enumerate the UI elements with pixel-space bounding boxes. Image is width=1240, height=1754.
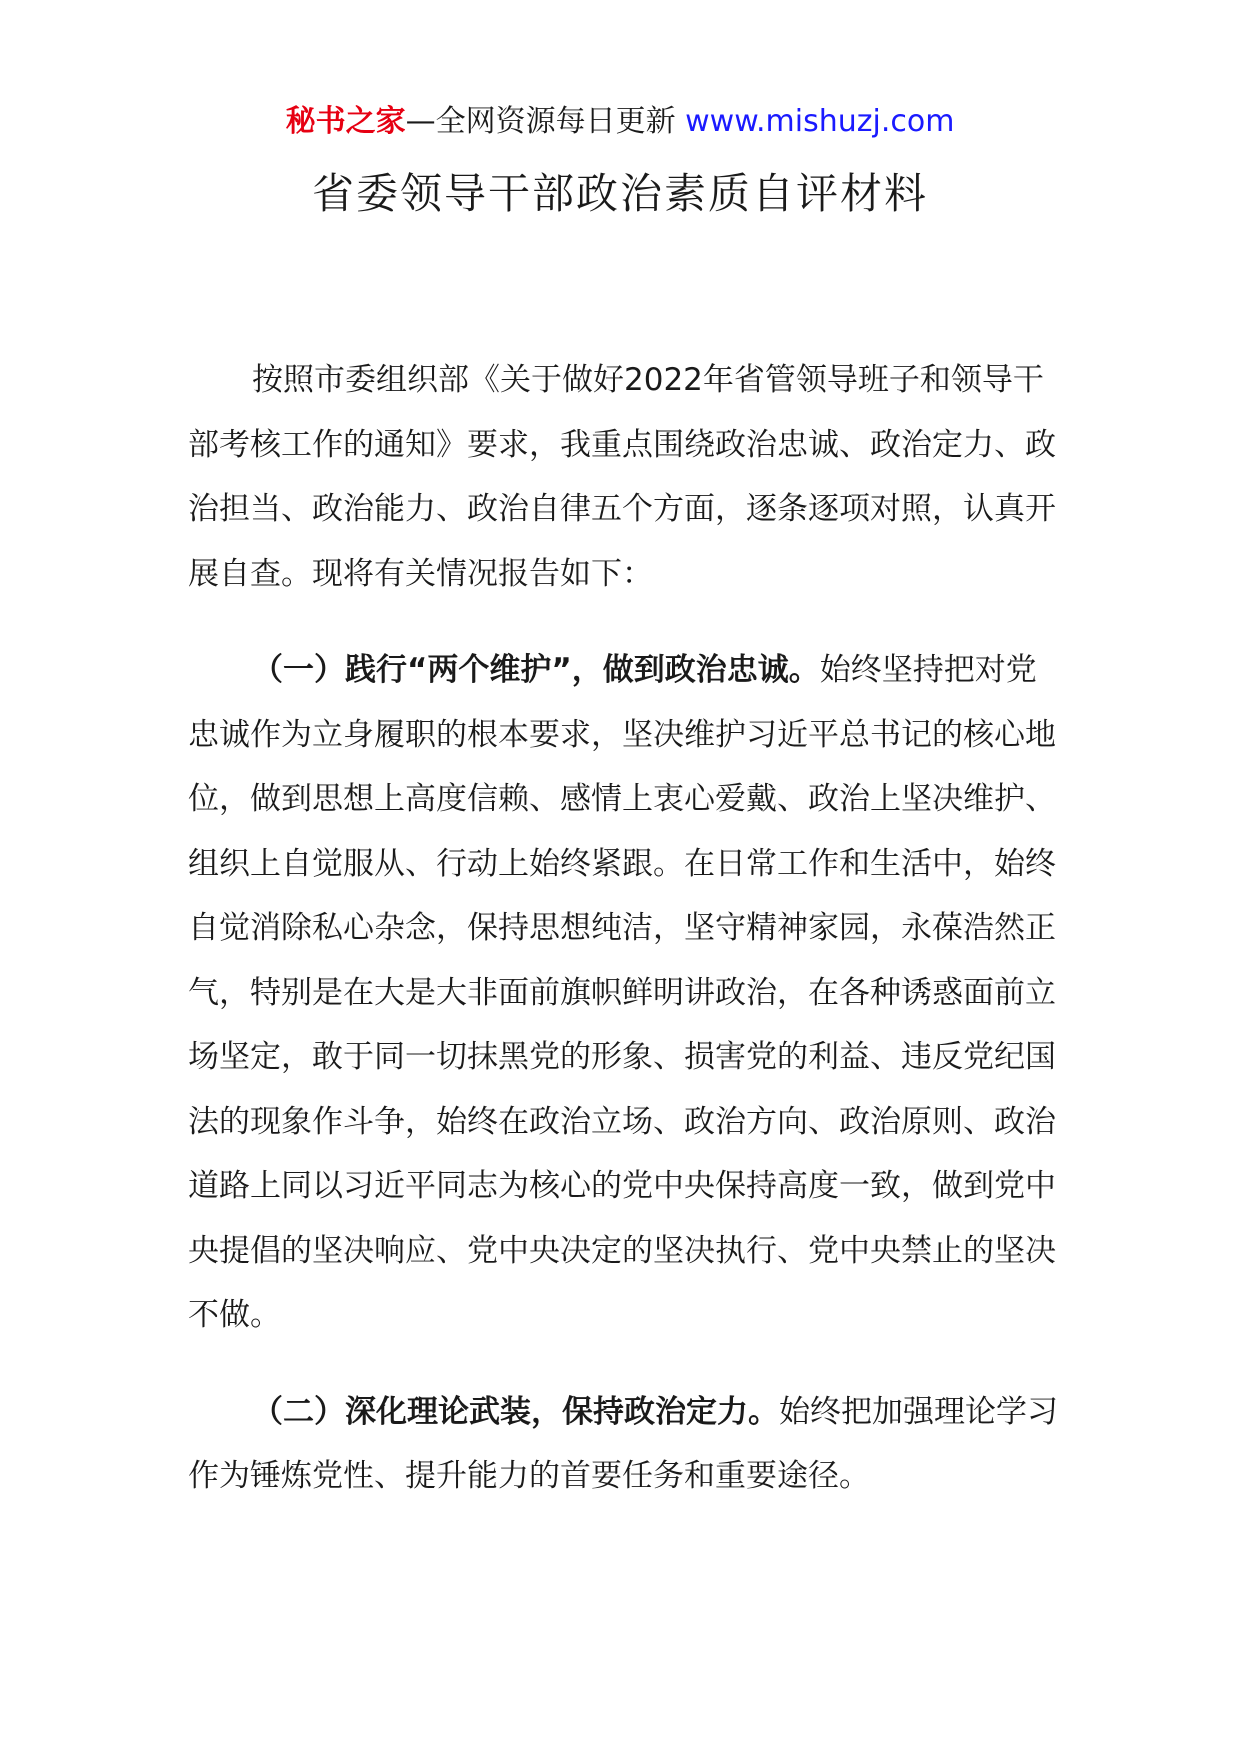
document-body <box>188 348 1058 1509</box>
document-title: 省委领导干部政治素质自评材料 <box>311 169 928 218</box>
paragraph-text: 始终把加强理论学习作为锤炼党性、提升能力的首要任务和重要途径。 <box>188 1393 1058 1494</box>
paragraph-text: 按照市委组织部《关于做好2022年省管领导班子和领导干部考核工作的通知》要求，我重点围绕政治忠诚、政治定力、政治担当、政治能力、政治自律五个方面，逐条逐项对照，认真开展自查。现将有关情况报告如下： <box>188 362 1056 592</box>
site-url-link[interactable]: www.mishuzj.com <box>685 104 955 139</box>
section-paragraph-1 <box>188 638 1058 1348</box>
section-heading-2: （二）深化理论武装，保持政治定力。 <box>252 1393 779 1430</box>
header-banner <box>0 100 1240 144</box>
intro-paragraph <box>188 348 1058 606</box>
section-paragraph-2 <box>188 1380 1058 1509</box>
header-tagline: —全网资源每日更新 <box>405 104 686 139</box>
brand-name: 秘书之家 <box>285 104 406 139</box>
section-heading-1: （一）践行“两个维护”，做到政治忠诚。 <box>252 652 820 688</box>
paragraph-text: 始终坚持把对党忠诚作为立身履职的根本要求，坚决维护习近平总书记的核心地位，做到思想上高度信赖、感情上衷心爱戴、政治上坚决维护、组织上自觉服从、行动上始终紧跟。在日常工作和生活中，始终自觉消除私心杂念，保持思想纯洁，坚守精神家园，永葆浩然正气，特别是在大是大非面前旗帜鲜明讲政治，在各种诱惑面前立场坚定，敢于同一切抹黑党的形象、损害党的利益、违反党纪国法的现象作斗争，始终在政治立场、政治方向、政治原则、政治道路上同以习近平同志为核心的党中央保持高度一致，做到党中央提倡的坚决响应、党中央决定的坚决执行、党中央禁止的坚决不做。 <box>188 652 1056 1333</box>
